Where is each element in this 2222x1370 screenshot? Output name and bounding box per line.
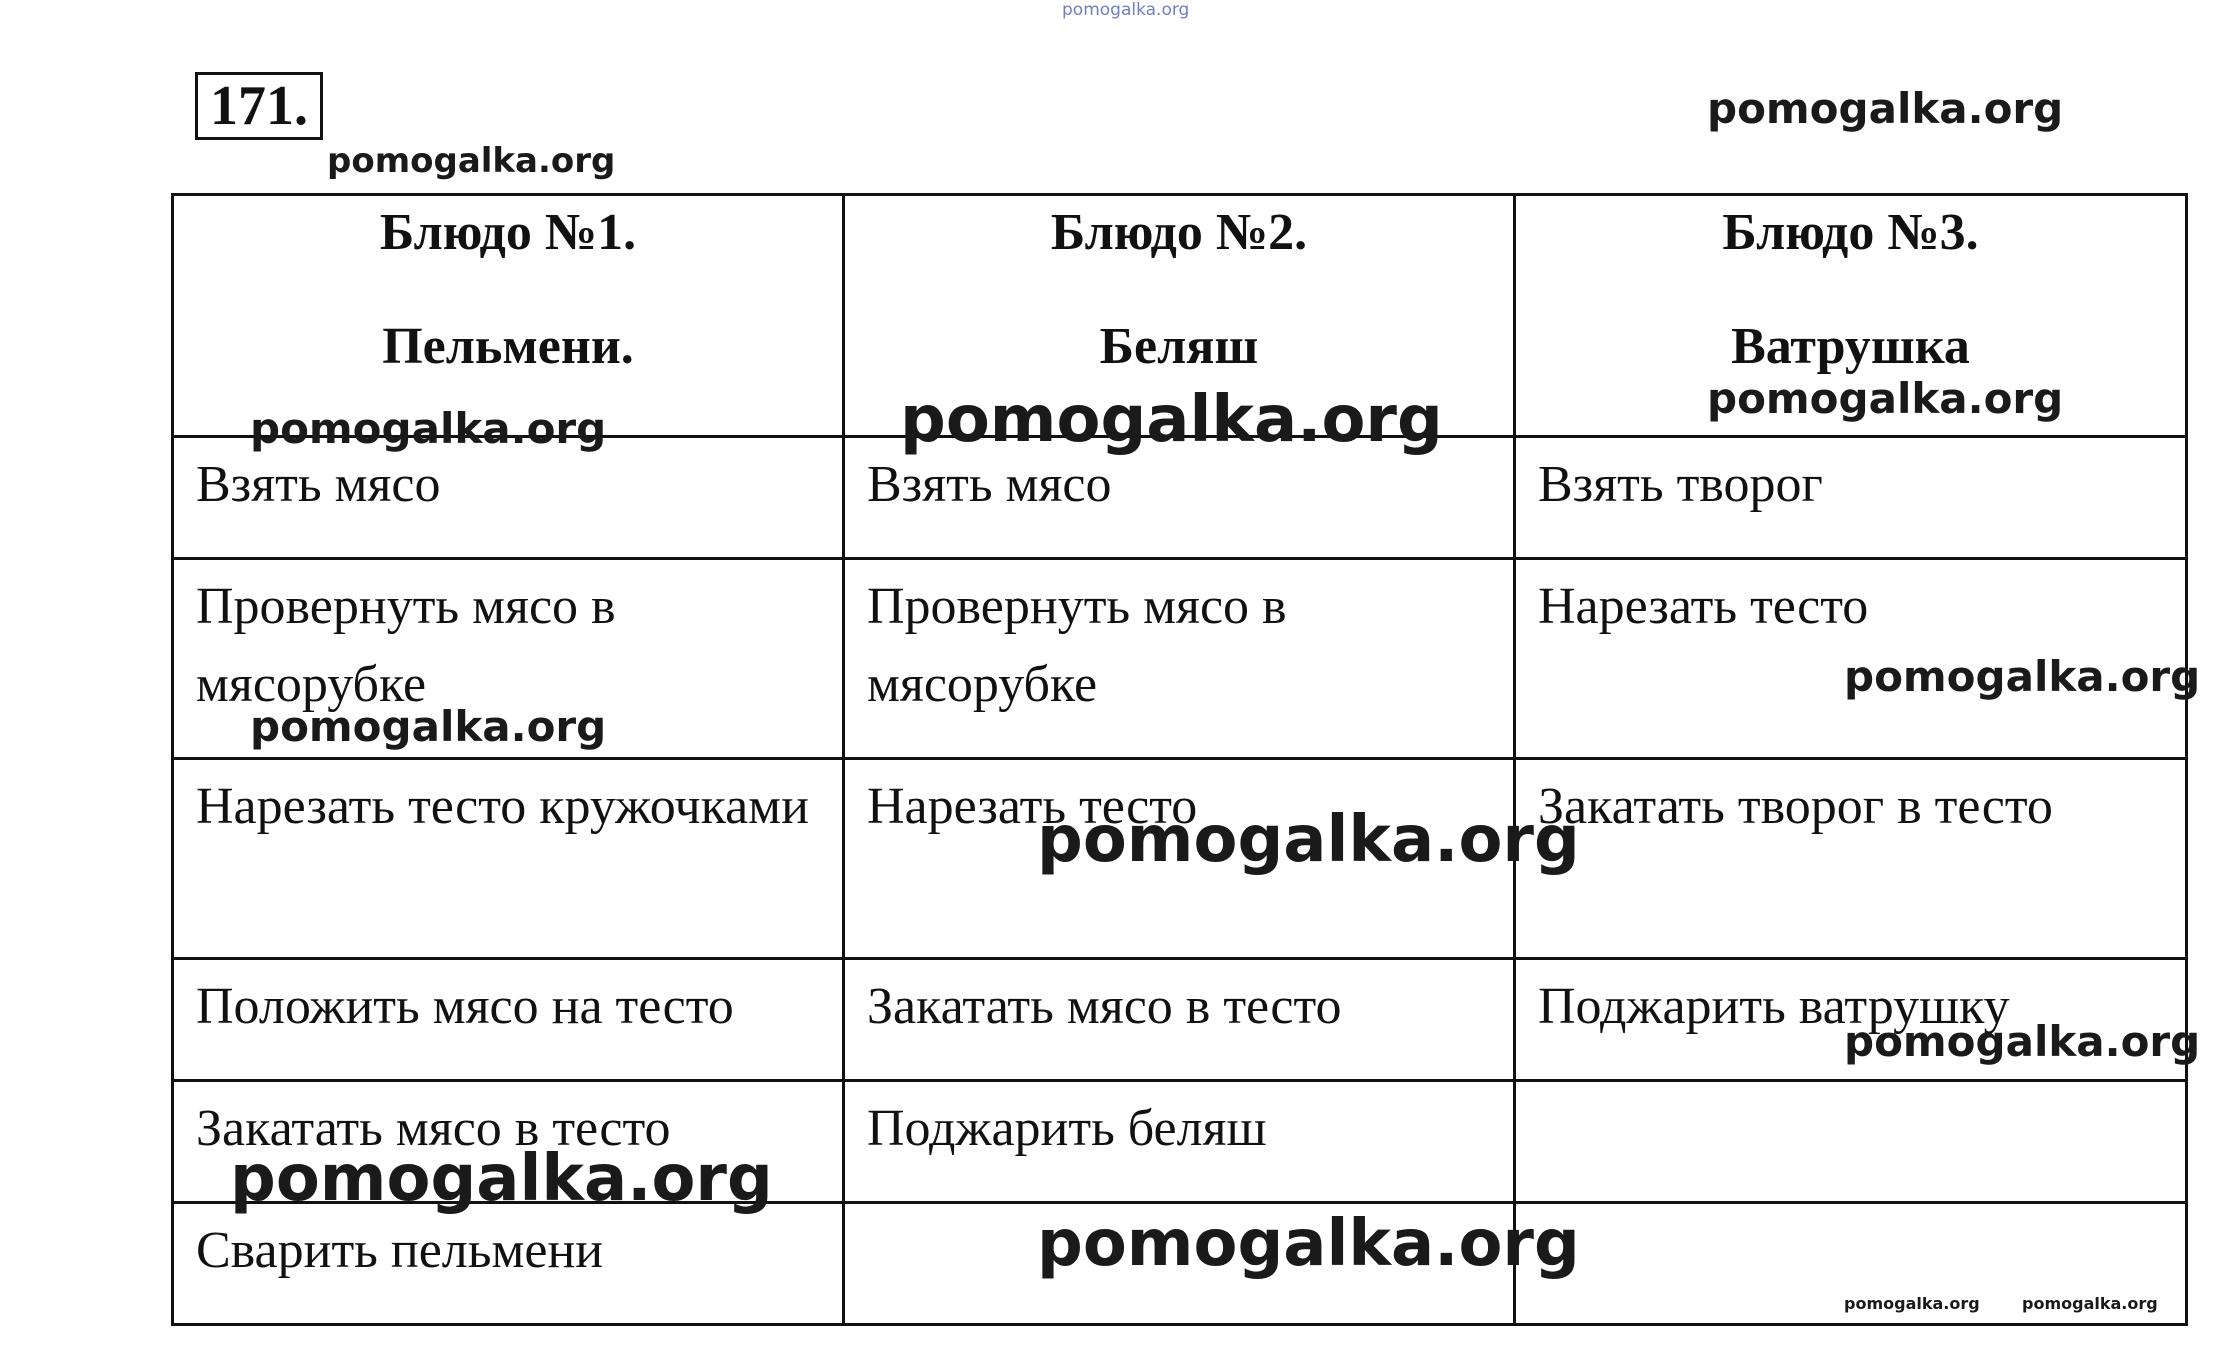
header-cell-dish-1 (173, 195, 844, 437)
table-cell: Закатать творог в тесто (1515, 759, 2187, 959)
watermark-header-col2: pomogalka.org (900, 383, 1443, 457)
task-number: 171. (195, 72, 323, 140)
watermark-bottom-a: pomogalka.org (1844, 1294, 1980, 1313)
table-cell: Поджарить беляш (844, 1081, 1515, 1203)
watermark-under-number: pomogalka.org (327, 141, 616, 181)
watermark-r4-col3: pomogalka.org (1844, 1017, 2201, 1066)
watermark-r2-col1: pomogalka.org (250, 702, 607, 751)
table-cell: Провернуть мясо в мясорубке (173, 559, 844, 759)
watermark-top: pomogalka.org (1062, 0, 1190, 20)
table-cell: Поджарить ватрушку (1515, 959, 2187, 1081)
dish-name: Ватрушка (1731, 318, 1970, 375)
table-cell: Закатать мясо в тесто (844, 959, 1515, 1081)
dish-number: Блюдо №2. (1050, 204, 1308, 261)
watermark-r5-col1: pomogalka.org (230, 1142, 773, 1216)
watermark-bottom-b: pomogalka.org (2022, 1294, 2158, 1313)
table-cell: Взять мясо (173, 437, 844, 559)
watermark-header-col3: pomogalka.org (1707, 374, 2064, 423)
table-cell: Положить мясо на тесто (173, 959, 844, 1081)
dish-name: Беляш (1099, 318, 1259, 375)
dish-number: Блюдо №1. (379, 204, 637, 261)
table-cell: Нарезать тесто кружочками (173, 759, 844, 959)
watermark-r2-col3: pomogalka.org (1844, 652, 2201, 701)
dish-name: Пельмени. (382, 318, 634, 375)
table-cell: Закатать мясо в тесто (173, 1081, 844, 1203)
table-cell (1515, 1081, 2187, 1203)
table-cell: Нарезать тесто (1515, 559, 2187, 759)
table-cell: Взять мясо (844, 437, 1515, 559)
watermark-r6-col2: pomogalka.org (1037, 1207, 1580, 1281)
table-cell: Нарезать тесто (844, 759, 1515, 959)
table-cell: Провернуть мясо в мясорубке (844, 559, 1515, 759)
table-cell: Сварить пельмени (173, 1203, 844, 1325)
dish-number: Блюдо №3. (1722, 204, 1979, 261)
watermark-top-right: pomogalka.org (1707, 84, 2064, 133)
watermark-header-col1: pomogalka.org (250, 404, 607, 453)
watermark-r3-col2: pomogalka.org (1037, 803, 1580, 877)
table-cell: Взять творог (1515, 437, 2187, 559)
